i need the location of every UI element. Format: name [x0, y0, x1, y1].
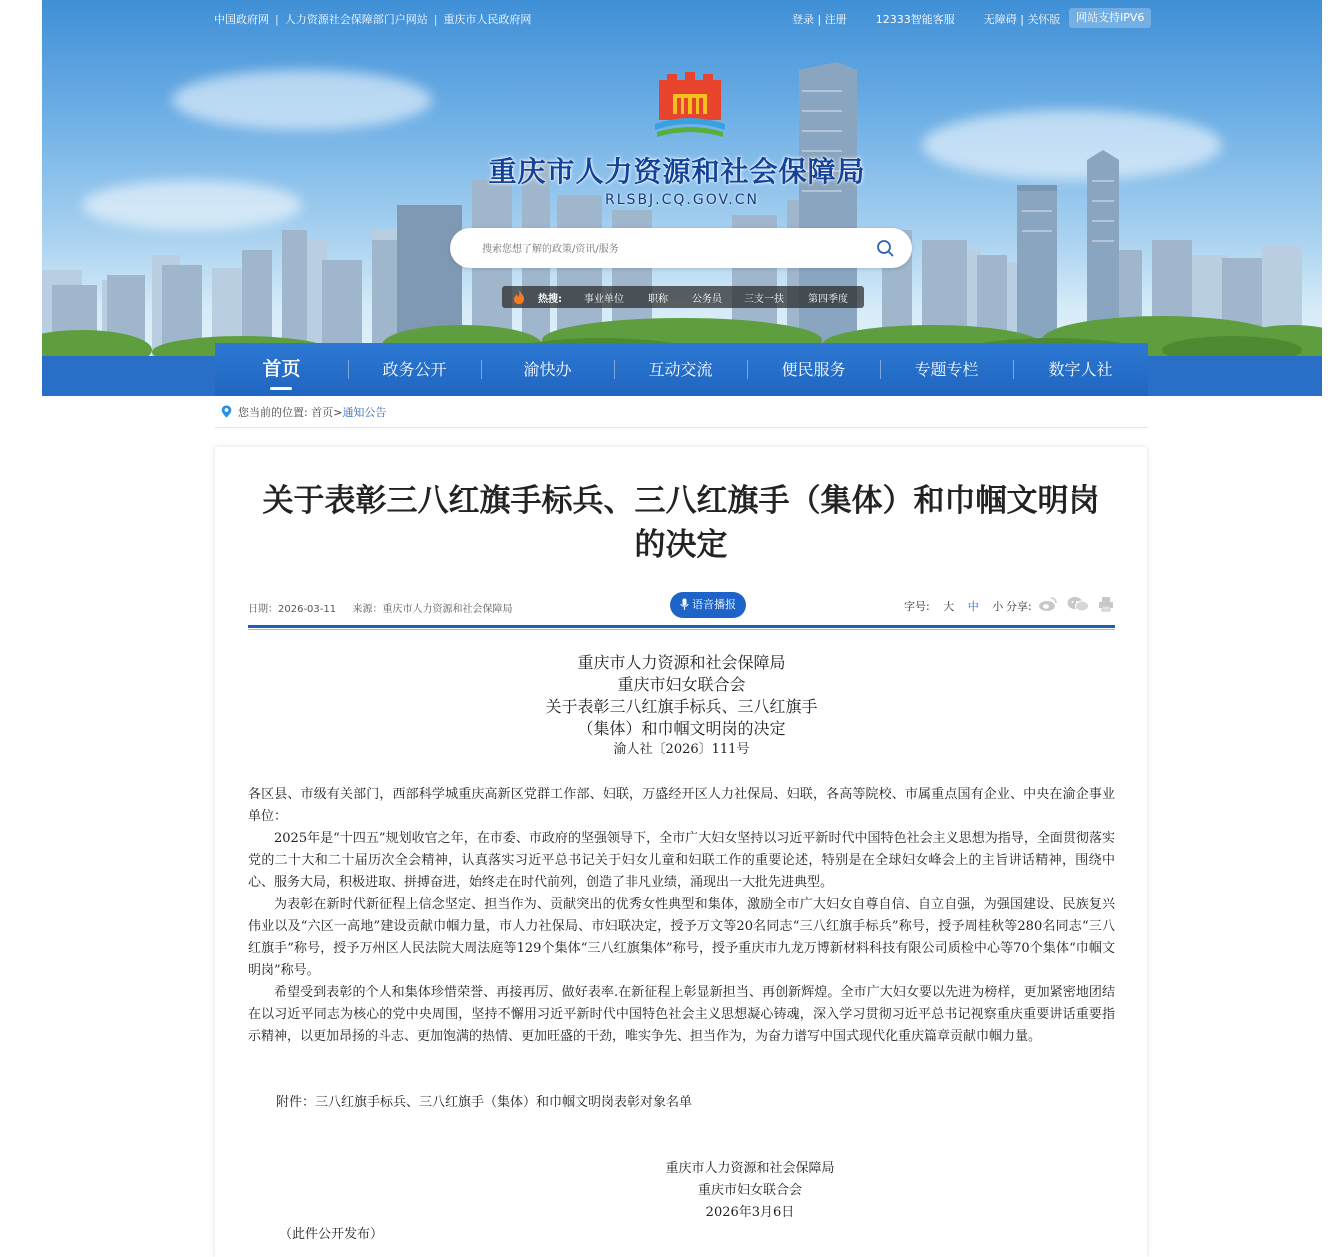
breadcrumb-prefix: 您当前的位置:	[238, 406, 308, 419]
breadcrumb-separator: >	[333, 406, 343, 419]
article-source: 来源：重庆市人力资源和社会保障局	[352, 604, 513, 615]
breadcrumb	[221, 404, 386, 420]
addressee-paragraph: 各区县、市级有关部门，西部科学城重庆高新区党群工作部、妇联，万盛经开区人力社保局、妇联，各高等院校、市属重点国有企业、中央在渝企事业单位：	[248, 787, 1115, 824]
font-size-medium[interactable]: 中	[967, 600, 979, 613]
link-separator: |	[433, 13, 438, 26]
main-nav	[215, 343, 1148, 396]
nav-special-topics[interactable]: 专题专栏	[914, 360, 979, 379]
accessibility-link[interactable]: 无障碍	[983, 13, 1017, 26]
doc-header-line: 关于表彰三八红旗手标兵、三八红旗手	[545, 697, 818, 716]
scrollbar-track[interactable]	[1323, 0, 1334, 1246]
public-release-note: （此件公开发布）	[279, 1227, 384, 1242]
signature-org: 重庆市妇女联合会	[697, 1183, 802, 1198]
ipv6-badge: 网站支持IPV6	[1069, 8, 1151, 28]
link-separator: |	[817, 13, 822, 26]
active-underline	[270, 387, 292, 390]
article-title-line: 的决定	[634, 527, 728, 563]
login-link[interactable]: 登录	[792, 13, 814, 26]
breadcrumb-home[interactable]: 首页	[311, 406, 334, 419]
nav-home-label: 首页	[262, 358, 301, 380]
site-domain: RLSBJ.CQ.GOV.CN	[605, 192, 759, 208]
elder-mode-link[interactable]: 关怀版	[1027, 13, 1061, 26]
print-icon[interactable]	[1098, 596, 1114, 612]
register-link[interactable]: 注册	[824, 13, 847, 26]
top-links	[214, 11, 531, 27]
hot-search-item[interactable]: 三支一扶	[744, 294, 784, 305]
microphone-icon	[680, 598, 689, 611]
nav-yukuaiban[interactable]: 渝快办	[523, 360, 572, 379]
wechat-icon[interactable]	[1067, 596, 1089, 612]
link-gov-cn[interactable]: 中国政府网	[214, 13, 269, 26]
signature-org: 重庆市人力资源和社会保障局	[665, 1161, 835, 1176]
body-paragraph: 为表彰在新时代新征程上信念坚定、担当作为、贡献突出的优秀女性典型和集体，激励全市广大妇女自尊自信、自立自强，为强国建设、民族复兴伟业以及“六区一高地”建设贡献巾帼力量，市人力社保局、市妇联决定，授予万文等20名同志“三八红旗手标兵”称号，授予周桂秋等280名同志“三八红旗手”称号，授予万州区人民法院大周法庭等129个集体“三八红旗集体”称号，授予重庆市九龙万博新材料科技有限公司质检中心等70个集体“巾帼文明岗”称号。	[248, 897, 1115, 978]
hot-search-label: 热搜:	[538, 294, 562, 305]
nav-government-affairs[interactable]: 政务公开	[382, 360, 447, 379]
search-icon[interactable]	[876, 239, 894, 257]
divider	[215, 427, 1148, 428]
document-number: 渝人社〔2026〕111号	[613, 742, 750, 757]
doc-header-line: 重庆市人力资源和社会保障局	[577, 653, 786, 672]
font-size-switcher	[904, 598, 1003, 614]
doc-header-line: 重庆市妇女联合会	[617, 675, 746, 694]
voice-broadcast-label: 语音播报	[692, 598, 736, 611]
search-input[interactable]	[480, 238, 854, 260]
nav-digital-hrss[interactable]: 数字人社	[1048, 360, 1113, 379]
hot-search-item[interactable]: 事业单位	[584, 294, 624, 305]
title-divider	[248, 625, 1115, 628]
body-paragraph: 希望受到表彰的个人和集体珍惜荣誉、再接再厉、做好表率.在新征程上彰显新担当、再创新辉煌。全市广大妇女要以先进为榜样，更加紧密地团结在以习近平同志为核心的党中央周围，坚持不懈用习近平新时代中国特色社会主义思想凝心铸魂，深入学习贯彻习近平总书记视察重庆重要讲话重要指示精神，以更加昂扬的斗志、更加饱满的热情、更加旺盛的干劲，唯实争先、担当作为，为奋力谱写中国式现代化重庆篇章贡献巾帼力量。	[248, 985, 1115, 1044]
hot-search-item[interactable]: 第四季度	[808, 294, 848, 305]
attachment-line[interactable]: 附件：三八红旗手标兵、三八红旗手（集体）和巾帼文明岗表彰对象名单	[276, 1095, 693, 1110]
breadcrumb-current[interactable]: 通知公告	[342, 406, 387, 419]
body-paragraph: 2025年是“十四五”规划收官之年，在市委、市政府的坚强领导下，全市广大妇女坚持以习近平新时代中国特色社会主义思想为指导，全面贯彻落实党的二十大和二十届历次全会精神，认真落实习近平总书记关于妇女儿童和妇联工作的重要论述，特别是在全球妇女峰会上的主旨讲话精神，围绕中心、服务大局，积极进取、拼搏奋进，始终走在时代前列，创造了非凡业绩，涌现出一大批先进典型。	[248, 831, 1115, 890]
voice-broadcast-button[interactable]	[670, 592, 746, 618]
hot-search-item[interactable]: 职称	[648, 294, 668, 305]
title-divider-thin	[248, 629, 1115, 630]
nav-interaction[interactable]: 互动交流	[648, 360, 713, 379]
bureau-logo	[653, 72, 727, 142]
article-panel	[215, 447, 1147, 1257]
link-cq-gov[interactable]: 重庆市人民政府网	[443, 13, 532, 26]
nav-home[interactable]	[215, 343, 348, 396]
publish-date: 日期：2026-03-11	[248, 604, 337, 615]
nav-public-service[interactable]: 便民服务	[781, 360, 846, 379]
header-banner	[42, 0, 1322, 396]
fire-icon	[512, 289, 526, 305]
link-separator: |	[1020, 13, 1024, 26]
doc-header-line: （集体）和巾帼文明岗的决定	[577, 719, 786, 738]
hot-search-item[interactable]: 公务员	[692, 294, 722, 305]
font-size-label: 字号:	[904, 600, 930, 613]
link-separator: |	[275, 13, 279, 26]
location-pin-icon	[221, 405, 232, 418]
signature-date: 2026年3月6日	[705, 1205, 795, 1220]
search-box	[450, 228, 912, 268]
article-meta	[248, 600, 513, 615]
article-title-line: 关于表彰三八红旗手标兵、三八红旗手（集体）和巾帼文明岗	[262, 483, 1100, 519]
share-label: 分享:	[1006, 600, 1032, 613]
smart-service-link[interactable]: 12333智能客服	[875, 13, 955, 26]
hot-search-bar	[502, 286, 864, 308]
user-links	[792, 11, 1060, 27]
site-title: 重庆市人力资源和社会保障局	[488, 155, 866, 188]
article-title	[235, 479, 1127, 567]
link-mohrss[interactable]: 人力资源社会保障部门户网站	[284, 13, 428, 26]
weibo-icon[interactable]	[1038, 596, 1058, 612]
font-size-large[interactable]: 大	[943, 600, 955, 613]
font-size-small[interactable]: 小	[992, 600, 1004, 613]
